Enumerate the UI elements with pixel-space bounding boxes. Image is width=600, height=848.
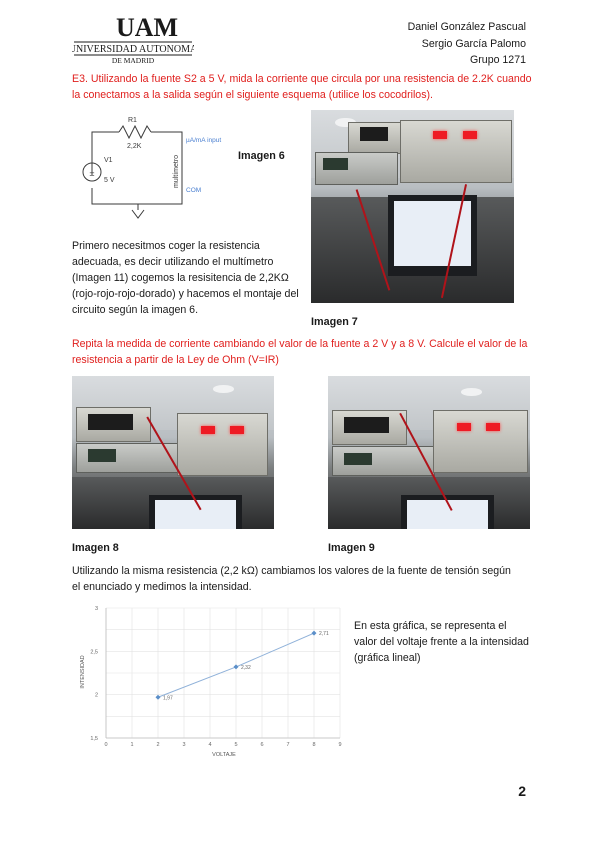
chart-data-point <box>312 631 317 636</box>
source-value: 5 V <box>104 177 115 184</box>
chart-x-tick-label: 2 <box>156 742 160 748</box>
logo-mark: UAM <box>116 14 179 42</box>
page-number: 2 <box>518 783 526 799</box>
chart-x-tick-label: 0 <box>104 742 108 748</box>
caption-imagen-6: Imagen 6 <box>238 150 285 162</box>
chart-x-tick-label: 3 <box>182 742 186 748</box>
meter-com-label: COM <box>186 187 202 194</box>
paragraph-medicion: Utilizando la misma resistencia (2,2 kΩ) cambiamos los valores de la fuente de tensión según el enunciado y medimos la intensidad. <box>72 565 511 593</box>
chart-description: En esta gráfica, se representa el valor del voltaje frente a la intensidad (gráfica lineal) <box>354 620 529 664</box>
lab-photo-imagen-7 <box>311 110 514 303</box>
source-name: V1 <box>104 157 113 164</box>
chart-x-axis-label: VOLTAJE <box>212 752 236 758</box>
resistor-name: R1 <box>128 117 137 124</box>
voltage-current-chart <box>72 600 352 760</box>
exercise-heading: E3. Utilizando la fuente S2 a 5 V, mida la corriente que circula por una resistencia de 2.2K cuando la conectamos a la salida según el siguiente esquema (utilice los cocodrilos). <box>72 73 532 101</box>
university-logo <box>72 14 194 64</box>
group: Grupo 1271 <box>470 54 526 66</box>
chart-y-tick-label: 3 <box>94 606 98 612</box>
lab-photo-imagen-9 <box>328 376 530 529</box>
caption-imagen-7: Imagen 7 <box>311 316 358 328</box>
chart-data-point <box>234 664 239 669</box>
svg-text:±: ± <box>89 168 95 178</box>
chart-y-axis-label: INTENSIDAD <box>80 655 86 689</box>
chart-x-tick-label: 1 <box>130 742 134 748</box>
caption-imagen-9: Imagen 9 <box>328 542 375 554</box>
chart-data-label: 1,97 <box>163 695 173 702</box>
chart-x-tick-label: 5 <box>234 742 238 748</box>
chart-y-tick-label: 2,5 <box>90 649 98 656</box>
authors-block <box>408 19 526 69</box>
chart-x-tick-label: 6 <box>260 742 264 748</box>
logo-line2: DE MADRID <box>111 56 155 64</box>
paragraph-montaje: Primero necesitmos coger la resistencia adecuada, es decir utilizando el multímetro (Imagen 11) cogemos la resisitencia de 2,2KΩ (rojo-rojo-rojo-dorado) y hacemos el montaje del circuito según la imagen 6. <box>72 240 299 316</box>
chart-svg <box>72 600 352 760</box>
logo-line1: UNIVERSIDAD AUTONOMA <box>72 44 194 55</box>
chart-y-tick-label: 1,5 <box>90 736 98 742</box>
meter-input-label: µA/mA input <box>186 137 222 144</box>
author-2: Sergio García Palomo <box>421 37 526 50</box>
caption-imagen-8: Imagen 8 <box>72 542 119 554</box>
chart-x-tick-label: 7 <box>286 742 290 748</box>
meter-label: multímetro <box>173 154 180 188</box>
chart-y-tick-label: 2 <box>94 692 98 699</box>
chart-data-label: 2,71 <box>319 631 329 638</box>
resistor-value: 2,2K <box>127 143 142 150</box>
author-1: Daniel González Pascual <box>407 21 526 33</box>
repeat-heading: Repita la medida de corriente cambiando el valor de la fuente a 2 V y a 8 V. Calcule el valor de la resistencia a partir de la Ley de Ohm (V=IR) <box>72 338 528 366</box>
chart-data-point <box>156 695 161 700</box>
chart-data-label: 2,32 <box>241 664 251 671</box>
chart-x-tick-label: 8 <box>312 742 316 748</box>
circuit-schematic <box>72 110 272 225</box>
chart-x-tick-label: 9 <box>338 742 342 748</box>
chart-x-tick-label: 4 <box>208 742 212 748</box>
lab-photo-imagen-8 <box>72 376 274 529</box>
